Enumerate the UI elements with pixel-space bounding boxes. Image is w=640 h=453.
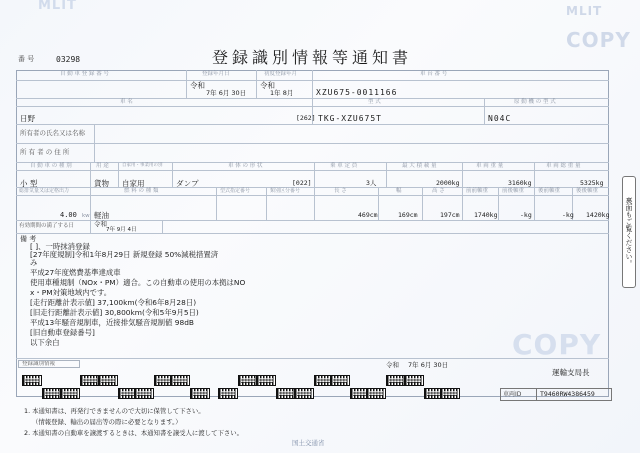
vehicle-id-value: T9460RW4386459 bbox=[540, 390, 595, 398]
copy-watermark-bottom-right: COPY bbox=[512, 328, 602, 361]
fuel-value: 軽油 bbox=[94, 211, 109, 220]
remark-line: [旧走行距離計表示値] 30,800km(令和5年9月5日) bbox=[30, 308, 199, 317]
displacement-value: 4.00 bbox=[60, 211, 77, 219]
qr-code bbox=[294, 388, 314, 399]
capacity-label: 乗 車 定 員 bbox=[330, 163, 358, 169]
mlit-watermark-top-right: MLIT bbox=[566, 4, 603, 18]
footer-note-2: （情報登録、輸出の届出等の際に必要となります。） bbox=[32, 418, 182, 426]
maker-name: 日野 bbox=[20, 114, 35, 123]
qr-code bbox=[22, 375, 42, 386]
remarks-label: 備 考 bbox=[20, 235, 37, 243]
issue-date: 7年 6月 30日 bbox=[408, 361, 449, 369]
body-label: 車 体 の 形 状 bbox=[228, 163, 263, 169]
private-label: 自家用・事業用の別 bbox=[122, 163, 163, 168]
gross-value: 5325kg bbox=[580, 179, 604, 187]
chassis-label: 車 台 番 号 bbox=[420, 71, 448, 77]
serial-number: 03298 bbox=[56, 55, 81, 64]
qr-code bbox=[386, 375, 406, 386]
validity-era: 令和 bbox=[94, 220, 107, 228]
qr-code bbox=[80, 375, 100, 386]
remark-line: [旧自動車登録番号] bbox=[30, 328, 95, 337]
first-reg-era: 令和 bbox=[260, 81, 275, 90]
remark-line: x・PM対策地域内です。 bbox=[30, 288, 112, 297]
chassis-number: XZU675-0011166 bbox=[316, 88, 398, 97]
private-value: 自家用 bbox=[122, 179, 145, 188]
category-label: 類別区分番号 bbox=[270, 188, 301, 194]
issuer-name: 運輸支局長 bbox=[552, 368, 590, 377]
weight-value: 3160kg bbox=[508, 179, 532, 187]
body-value: ダンプ bbox=[176, 179, 199, 188]
qr-code bbox=[134, 388, 154, 399]
qr-code bbox=[190, 388, 210, 399]
engine-label: 原 動 機 の 型 式 bbox=[514, 99, 556, 105]
qr-code bbox=[330, 375, 350, 386]
ministry-name: 国土交通省 bbox=[292, 439, 325, 447]
maker-label: 車 名 bbox=[120, 99, 133, 105]
remark-line: 使用車種規制（NOx・PM）適合。この自動車の使用の本拠はNO bbox=[30, 278, 246, 287]
qr-code bbox=[60, 388, 80, 399]
capacity-value: 3人 bbox=[366, 179, 377, 187]
use-label: 用 途 bbox=[96, 163, 109, 169]
first-reg-label: 初度登録年月 bbox=[264, 71, 298, 77]
copy-watermark-top-right: COPY bbox=[566, 28, 631, 52]
max-load-label: 最 大 積 載 量 bbox=[402, 163, 437, 169]
body-code: [022] bbox=[292, 179, 312, 187]
remark-line: 平成27年度燃費基準達成車 bbox=[30, 268, 121, 277]
height-label: 高 さ bbox=[432, 188, 445, 194]
qr-code bbox=[170, 375, 190, 386]
width-value: 169cm bbox=[398, 211, 418, 219]
reg-era: 令和 bbox=[190, 81, 205, 90]
validity-label: 有効期間の満了する日 bbox=[19, 223, 75, 229]
issue-era: 令和 bbox=[386, 361, 399, 369]
qr-code bbox=[238, 375, 258, 386]
qr-code bbox=[98, 375, 118, 386]
footer-note-3: 2. 本通知書の自動車を譲渡するときは、本通知書を譲受人に渡して下さい。 bbox=[24, 429, 244, 437]
remark-line: み bbox=[30, 258, 38, 267]
reg-info-label: 登録識別情報 bbox=[22, 361, 56, 367]
qr-code bbox=[404, 375, 424, 386]
length-value: 469cm bbox=[358, 211, 378, 219]
remark-line: 以下余白 bbox=[30, 338, 60, 347]
displacement-label: 総排気量又は定格出力 bbox=[19, 188, 70, 194]
remark-line: 平成13年騒音規制車，近接排気騒音規制値 98dB bbox=[30, 318, 194, 327]
qr-code bbox=[440, 388, 460, 399]
qr-code bbox=[276, 388, 296, 399]
weight-label: 車 両 重 量 bbox=[476, 163, 504, 169]
width-label: 幅 bbox=[396, 188, 402, 194]
type-no-label: 型式指定番号 bbox=[220, 188, 251, 194]
displacement-unit: kw bbox=[82, 213, 90, 219]
owner-address-label: 所 有 者 の 住 所 bbox=[20, 148, 70, 156]
rear-rear-axle-label: 後後軸重 bbox=[576, 188, 599, 194]
reg-date: 7年 6月 30日 bbox=[206, 89, 247, 97]
first-reg-date: 1年 8月 bbox=[270, 89, 294, 97]
validity-date: 7年 9月 4日 bbox=[106, 227, 137, 233]
vehicle-kind-label: 自 動 車 の 種 別 bbox=[30, 163, 72, 169]
side-note-tab: 裏面もご覧ください。 bbox=[622, 176, 636, 288]
qr-code bbox=[218, 388, 238, 399]
gross-label: 車 両 総 重 量 bbox=[546, 163, 581, 169]
vehicle-kind: 小 型 bbox=[20, 179, 38, 188]
qr-code bbox=[42, 388, 62, 399]
owner-name-label: 所有者の氏名又は名称 bbox=[20, 129, 85, 137]
use-value: 貨物 bbox=[94, 179, 109, 188]
model-label: 型 式 bbox=[368, 99, 381, 105]
length-label: 長 さ bbox=[334, 188, 347, 194]
serial-label: 番 号 bbox=[18, 55, 35, 63]
height-value: 197cm bbox=[440, 211, 460, 219]
engine-value: N04C bbox=[488, 114, 512, 123]
remark-line: [ ]、一時抹消登録 bbox=[30, 242, 90, 251]
front-rear-axle-label: 前後軸重 bbox=[502, 188, 525, 194]
reg-number-label: 自 動 車 登 録 番 号 bbox=[60, 71, 109, 77]
front-front-axle-value: 1740kg bbox=[474, 211, 498, 219]
rear-front-axle-label: 後前軸重 bbox=[538, 188, 561, 194]
remark-line: [27年度規制]令和1年8月29日 新規登録 50%減税措置済 bbox=[30, 250, 219, 259]
model-code: [262] bbox=[296, 114, 316, 122]
mlit-watermark-top: MLIT bbox=[38, 0, 77, 13]
front-rear-axle-value: -kg bbox=[520, 211, 532, 219]
rear-front-axle-value: -kg bbox=[562, 211, 574, 219]
front-front-axle-label: 前前軸重 bbox=[466, 188, 489, 194]
qr-code bbox=[366, 388, 386, 399]
rear-rear-axle-value: 1420kg bbox=[586, 211, 610, 219]
fuel-label: 燃 料 の 種 類 bbox=[124, 188, 159, 194]
remark-line: [走行距離計表示値] 37,100km(令和6年8月28日) bbox=[30, 298, 197, 307]
qr-code bbox=[256, 375, 276, 386]
max-load-value: 2000kg bbox=[436, 179, 460, 187]
model-value: TKG-XZU675T bbox=[318, 114, 382, 123]
reg-date-label: 登録年月日 bbox=[202, 71, 230, 77]
vehicle-id-label: 車両ID bbox=[503, 391, 522, 398]
document-title: 登録識別情報等通知書 bbox=[212, 48, 413, 67]
footer-note-1: 1. 本通知書は、再発行できませんので大切に保管して下さい。 bbox=[24, 407, 205, 415]
